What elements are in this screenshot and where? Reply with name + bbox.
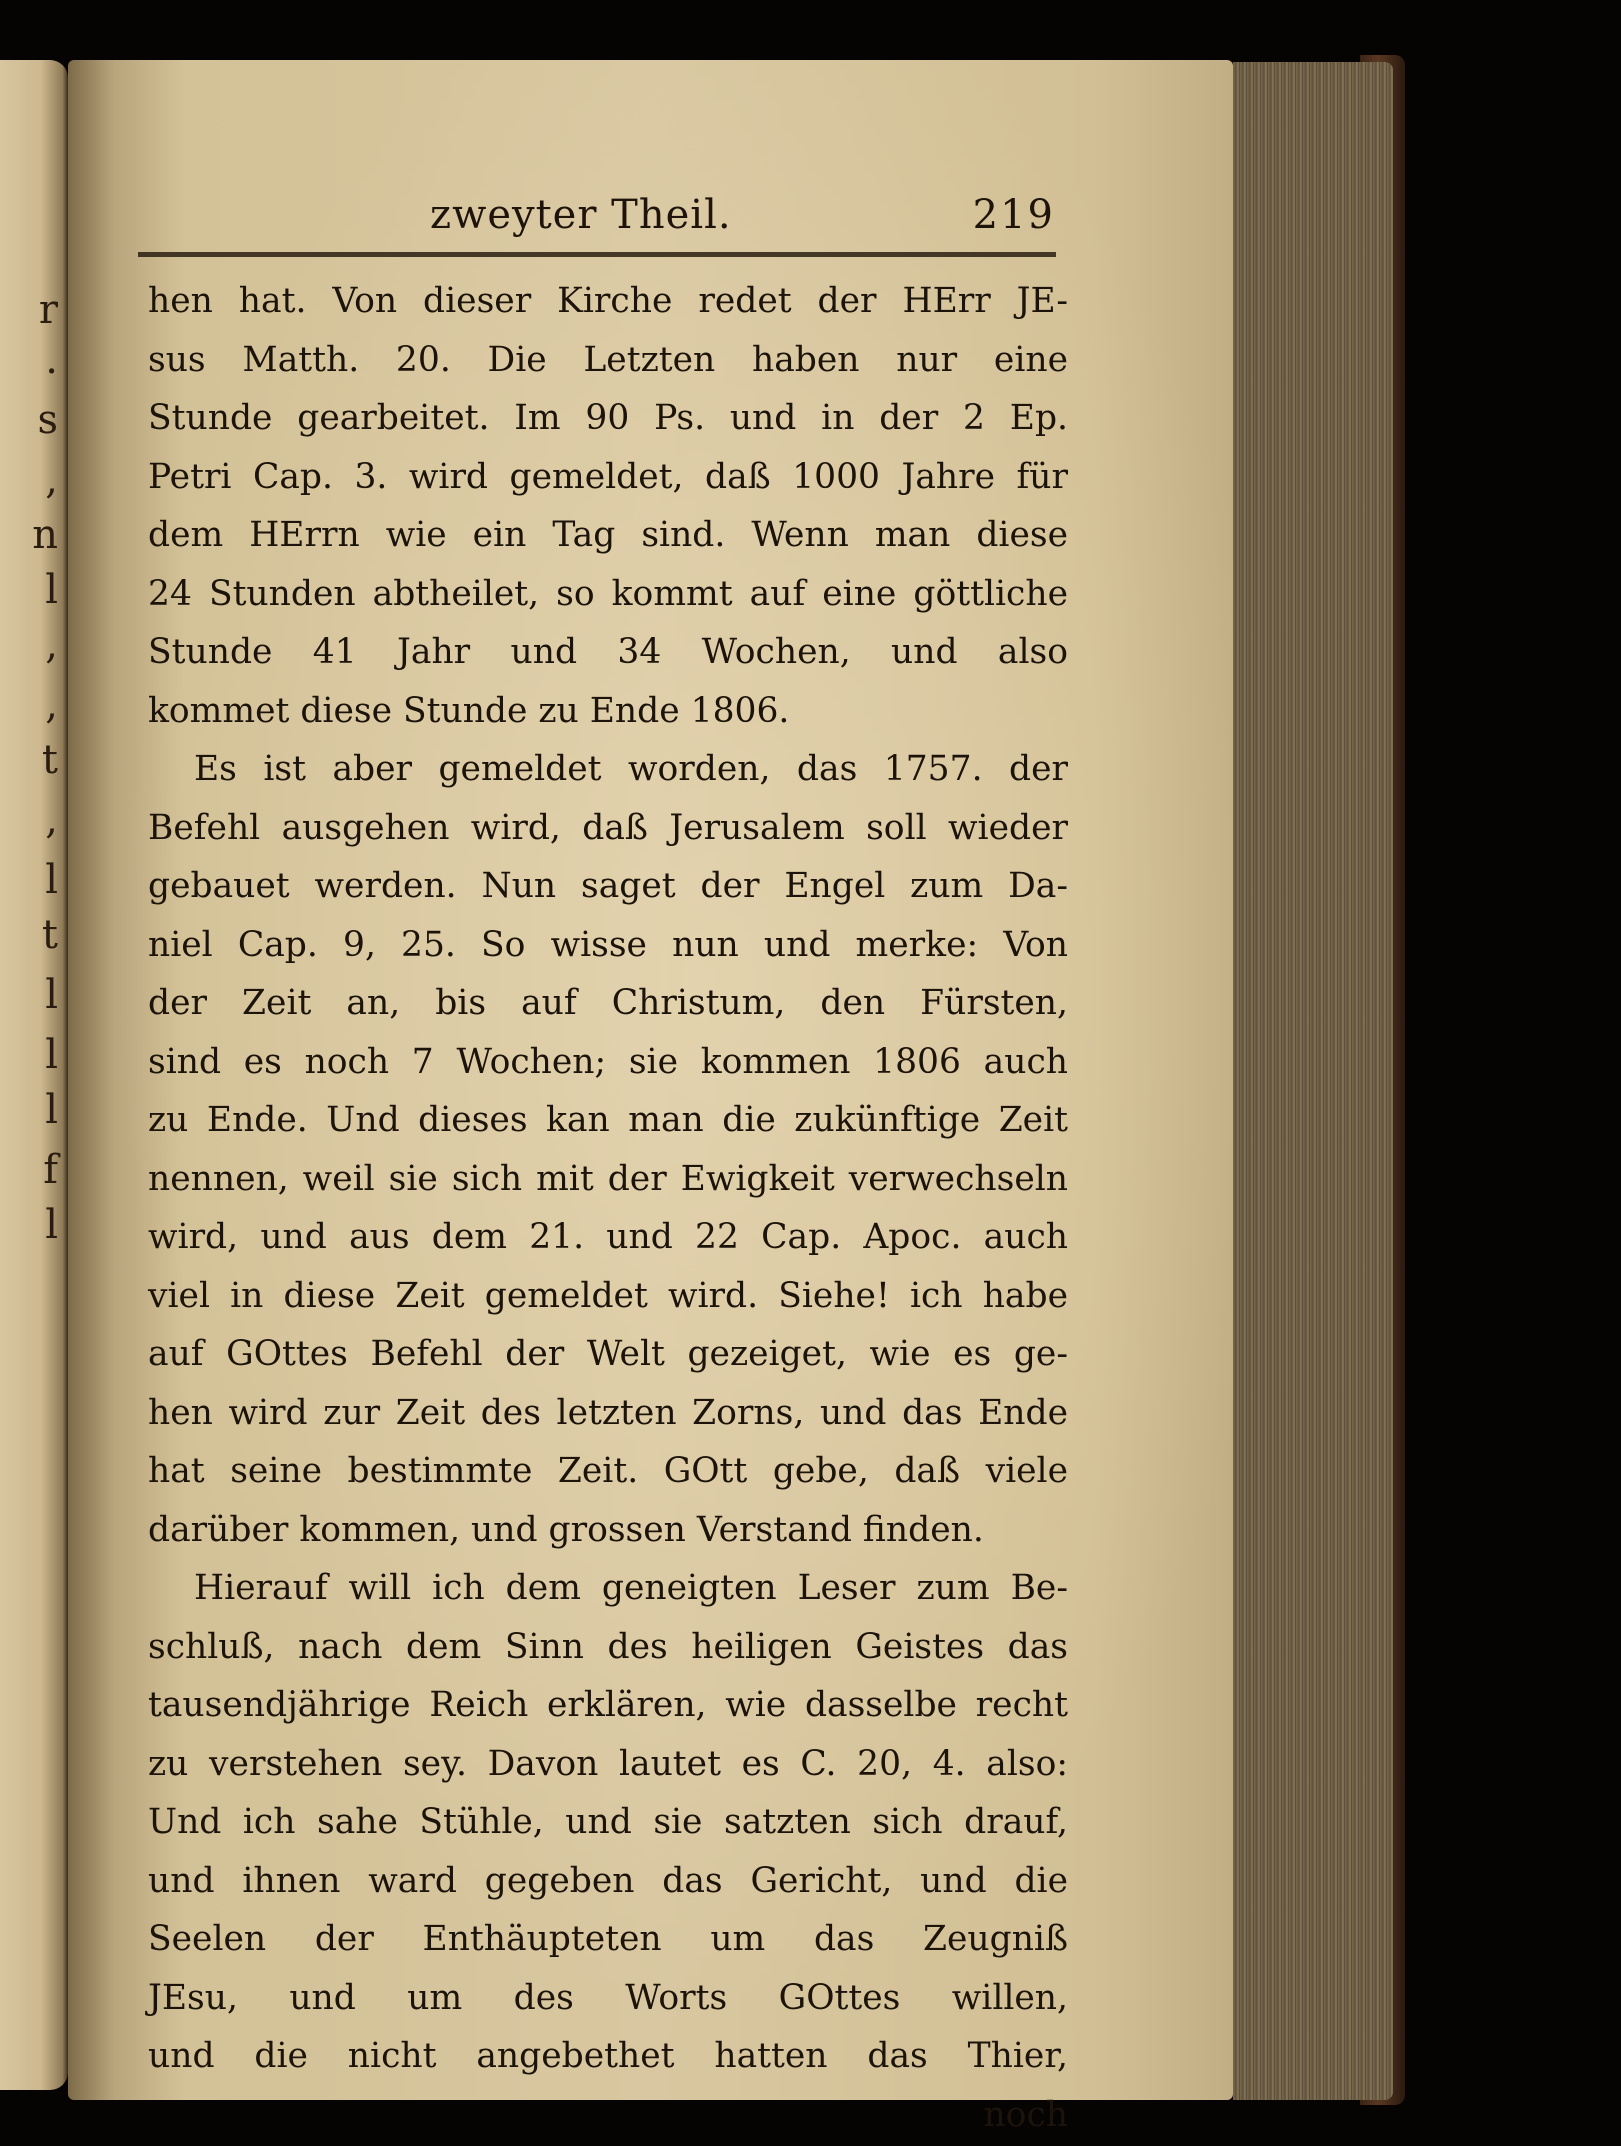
text-line: Stunde gearbeitet. Im 90 Ps. und in der 2 Ep. xyxy=(148,398,1068,438)
text-line: Stunde 41 Jahr und 34 Wochen, und also xyxy=(148,632,1068,672)
text-line: gebauet werden. Nun saget der Engel zum Da- xyxy=(148,866,1068,906)
previous-page-edge xyxy=(0,60,68,2090)
left-page-fragment: l xyxy=(45,857,58,903)
text-line: Befehl ausgehen wird, daß Jerusalem soll wieder xyxy=(148,807,1068,848)
page-body xyxy=(148,272,1068,2144)
left-page-fragment: l xyxy=(45,1087,58,1133)
page-block-edge xyxy=(1233,62,1393,2100)
text-line: der Zeit an, bis auf Christum, den Fürsten, xyxy=(148,983,1068,1023)
text-line: auf GOttes Befehl der Welt gezeiget, wie es ge- xyxy=(148,1334,1068,1374)
text-line: Petri Cap. 3. wird gemeldet, daß 1000 Jahre für xyxy=(148,456,1068,497)
text-line: tausendjährige Reich erklären, wie dasselbe recht xyxy=(148,1685,1068,1725)
text-line: 24 Stunden abtheilet, so kommt auf eine göttliche xyxy=(148,573,1068,614)
left-page-fragment: r xyxy=(38,287,58,333)
text-line: und ihnen ward gegeben das Gericht, und die xyxy=(148,1860,1068,1901)
left-page-fragment: s xyxy=(37,397,58,443)
text-line: dem HErrn wie ein Tag sind. Wenn man diese xyxy=(148,515,1068,555)
left-page-fragment: l xyxy=(45,567,58,613)
left-page-fragment: , xyxy=(45,622,58,668)
left-page-fragment: , xyxy=(45,797,58,843)
left-page-fragment: . xyxy=(45,337,58,383)
left-page-fragment: l xyxy=(45,1032,58,1078)
text-line: kommet diese Stunde zu Ende 1806. xyxy=(148,690,790,731)
left-page-fragment: , xyxy=(45,457,58,503)
left-page-fragment: f xyxy=(43,1147,58,1193)
text-line: niel Cap. 9, 25. So wisse nun und merke: Von xyxy=(148,924,1068,965)
text-line: viel in diese Zeit gemeldet wird. Siehe! ich habe xyxy=(148,1275,1068,1316)
text-line: zu Ende. Und dieses kan man die zukünftige Zeit xyxy=(148,1100,1068,1140)
left-page-fragment: , xyxy=(45,682,58,728)
text-line: Und ich sahe Stühle, und sie satzten sich drauf, xyxy=(148,1802,1068,1842)
text-line: sus Matth. 20. Die Letzten haben nur eine xyxy=(148,339,1068,380)
page-header xyxy=(430,192,1055,252)
left-page-fragment: n xyxy=(32,512,58,558)
left-page-fragment: t xyxy=(41,737,58,783)
text-line: schluß, nach dem Sinn des heiligen Geistes das xyxy=(148,1626,1068,1667)
header-rule xyxy=(138,252,1056,257)
running-title: zweyter Theil. xyxy=(430,192,732,238)
page-number: 219 xyxy=(972,192,1055,238)
text-line: nennen, weil sie sich mit der Ewigkeit verwechseln xyxy=(148,1158,1068,1199)
left-page-fragment: l xyxy=(45,972,58,1018)
catchword: noch xyxy=(983,2094,1068,2135)
text-line: hen hat. Von dieser Kirche redet der HErr JE- xyxy=(148,281,1068,321)
left-page-fragment: t xyxy=(41,912,58,958)
text-line: hat seine bestimmte Zeit. GOtt gebe, daß viele xyxy=(148,1451,1068,1491)
text-line: sind es noch 7 Wochen; sie kommen 1806 auch xyxy=(148,1041,1068,1082)
left-page-fragment: l xyxy=(45,1202,58,1248)
text-line: und die nicht angebethet hatten das Thier, xyxy=(148,2036,1068,2076)
text-line: zu verstehen sey. Davon lautet es C. 20, 4. also: xyxy=(148,1743,1068,1784)
text-line: Hierauf will ich dem geneigten Leser zum Be- xyxy=(194,1568,1068,1608)
text-line: Es ist aber gemeldet worden, das 1757. der xyxy=(194,749,1068,789)
text-line: Seelen der Enthäupteten um das Zeugniß xyxy=(148,1919,1068,1959)
text-line: hen wird zur Zeit des letzten Zorns, und das Ende xyxy=(148,1392,1068,1433)
text-line: darüber kommen, und grossen Verstand finden. xyxy=(148,1509,984,1550)
text-line: JEsu, und um des Worts GOttes willen, xyxy=(148,1977,1068,2018)
text-line: wird, und aus dem 21. und 22 Cap. Apoc. auch xyxy=(148,1217,1068,1257)
